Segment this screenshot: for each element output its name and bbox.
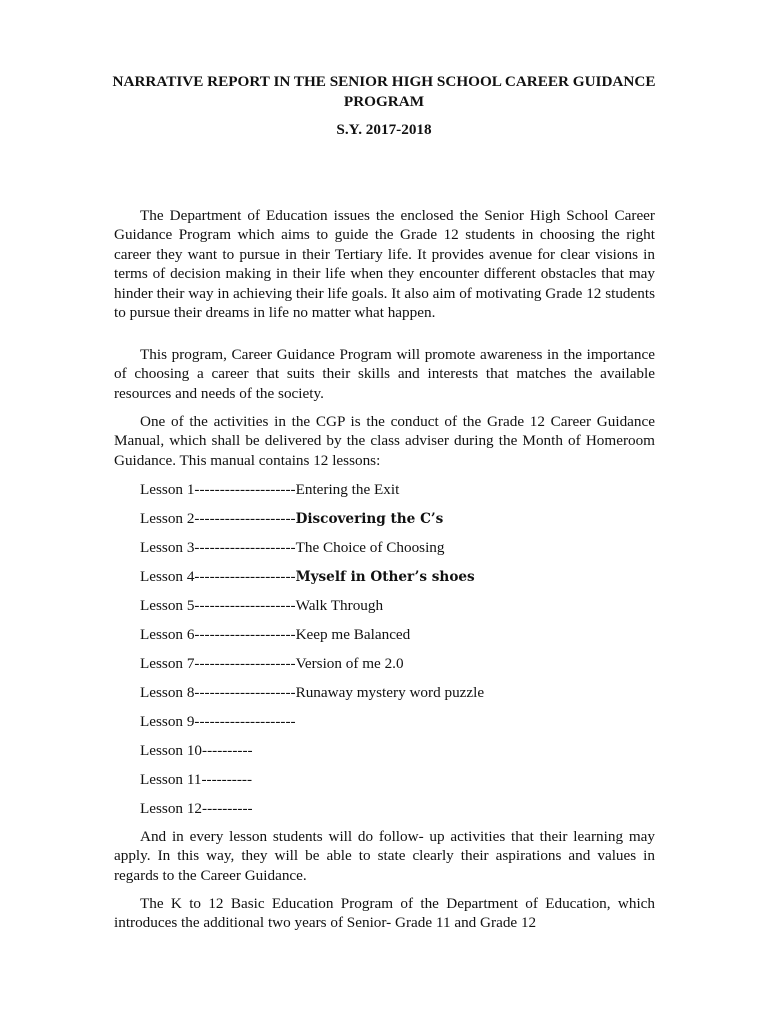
paragraph-follow-up: And in every lesson students will do follow- up activities that their learning may apply. In this way, they will be able to state clearly their aspirations and values in regards to the Career Guidance. <box>114 828 655 884</box>
paragraph-intro: The Department of Education issues the enclosed the Senior High School Career Guidance Program which aims to guide the Grade 12 students in choosing the right career they want to pursue in their Tertiary life. It provides avenue for clear visions in terms of decision making in their life when they encounter different obstacles that may hinder their way in achieving their life goals. It also aim of motivating Grade 12 students to pursue their dreams in life no matter what happen. <box>114 207 655 322</box>
lesson-label: Lesson 8 <box>140 684 195 701</box>
lesson-item <box>140 683 484 702</box>
lesson-label: Lesson 2 <box>140 510 195 527</box>
paragraph-k12: The K to 12 Basic Education Program of the Department of Education, which introduces the additional two years of Senior- Grade 11 and Grade 12 <box>114 895 655 932</box>
lesson-title: Keep me Balanced <box>295 626 411 643</box>
school-year: S.Y. 2017-2018 <box>336 121 432 138</box>
lesson-item <box>140 625 410 644</box>
lesson-title: The Choice of Choosing <box>295 539 445 556</box>
lesson-label: Lesson 7 <box>140 655 195 672</box>
lesson-dashes: -------------------- <box>194 684 296 701</box>
lesson-item <box>140 741 253 760</box>
lesson-label: Lesson 12 <box>140 800 203 817</box>
lesson-label: Lesson 10 <box>140 742 203 759</box>
lesson-item <box>140 567 475 587</box>
lesson-title: Runaway mystery word puzzle <box>295 684 485 701</box>
lesson-label: Lesson 6 <box>140 626 195 643</box>
lesson-item <box>140 799 253 818</box>
lesson-dashes: -------------------- <box>194 539 296 556</box>
lesson-item <box>140 480 399 499</box>
lesson-dashes: -------------------- <box>194 597 296 614</box>
lesson-dashes: -------------------- <box>194 626 296 643</box>
lesson-item <box>140 654 404 673</box>
lesson-dashes: -------------------- <box>194 481 296 498</box>
lesson-dashes: -------------------- <box>194 568 296 585</box>
lesson-label: Lesson 11 <box>140 771 202 788</box>
lesson-title: Discovering the C’s <box>295 511 444 527</box>
lesson-label: Lesson 3 <box>140 539 195 556</box>
lesson-title: Myself in Other’s shoes <box>295 569 475 585</box>
lesson-item <box>140 538 444 557</box>
lesson-title: Version of me 2.0 <box>295 655 404 672</box>
lesson-title: Entering the Exit <box>295 481 400 498</box>
lesson-item <box>140 596 383 615</box>
lesson-label: Lesson 5 <box>140 597 195 614</box>
lesson-label: Lesson 4 <box>140 568 195 585</box>
lesson-dashes: ---------- <box>202 742 253 759</box>
document-title: NARRATIVE REPORT IN THE SENIOR HIGH SCHOOL CAREER GUIDANCE PROGRAM <box>112 73 656 110</box>
lesson-item <box>140 712 296 731</box>
lesson-dashes: -------------------- <box>194 713 296 730</box>
lesson-dashes: -------------------- <box>194 510 296 527</box>
lesson-item <box>140 770 252 789</box>
lesson-label: Lesson 1 <box>140 481 195 498</box>
lesson-dashes: ---------- <box>202 800 253 817</box>
lesson-title: Walk Through <box>295 597 384 614</box>
paragraph-program: This program, Career Guidance Program will promote awareness in the importance of choosing a career that suits their skills and interests that matches the available resources and needs of the society. <box>114 346 655 402</box>
lesson-dashes: -------------------- <box>194 655 296 672</box>
lesson-item <box>140 509 443 529</box>
lesson-label: Lesson 9 <box>140 713 195 730</box>
lesson-dashes: ---------- <box>201 771 253 788</box>
paragraph-activities: One of the activities in the CGP is the conduct of the Grade 12 Career Guidance Manual, which shall be delivered by the class adviser during the Month of Homeroom Guidance. This manual contains 12 lessons: <box>114 413 655 469</box>
